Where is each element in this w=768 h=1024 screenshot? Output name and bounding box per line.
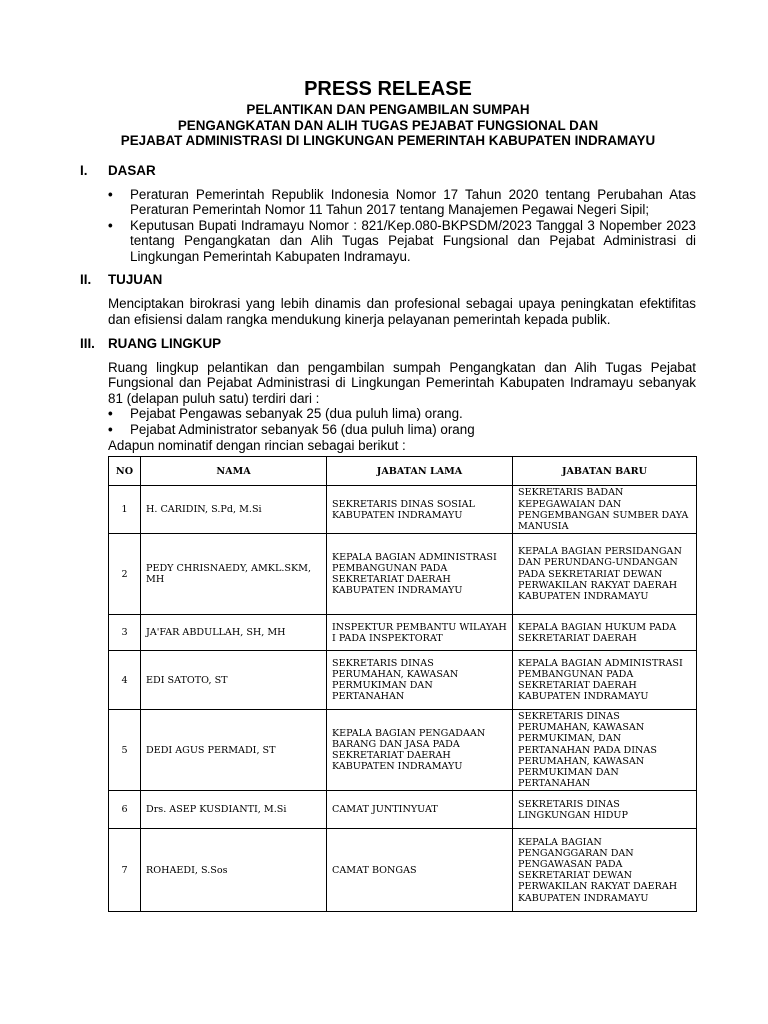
row-jabatan-lama: INSPEKTUR PEMBANTU WILAYAH I PADA INSPEKTORAT xyxy=(327,615,513,651)
list-item xyxy=(108,422,696,438)
bullet-icon: • xyxy=(108,217,113,233)
row-jabatan-lama: KEPALA BAGIAN PENGADAAN BARANG DAN JASA PADA SEKRETARIAT DAERAH KABUPATEN INDRAMAYU xyxy=(327,710,513,791)
dasar-bullet-list xyxy=(108,187,696,265)
section-tujuan-body: Menciptakan birokrasi yang lebih dinamis dan profesional sebagai upaya peningkatan efektifitas dan efisiensi dalam rangka mendukung kinerja pelayanan pemerintah kepada publik. xyxy=(108,296,696,328)
section-tujuan-heading xyxy=(80,272,696,288)
table-header-row xyxy=(109,457,697,486)
row-nama: Drs. ASEP KUSDIANTI, M.Si xyxy=(141,791,327,829)
row-nama: DEDI AGUS PERMADI, ST xyxy=(141,710,327,791)
row-jabatan-baru: SEKRETARIS DINAS LINGKUNGAN HIDUP xyxy=(513,791,697,829)
row-jabatan-baru: KEPALA BAGIAN HUKUM PADA SEKRETARIAT DAERAH xyxy=(513,615,697,651)
section-dasar-body xyxy=(108,187,696,265)
section-number: II. xyxy=(80,272,92,288)
bullet-icon: • xyxy=(108,186,113,202)
row-jabatan-lama: KEPALA BAGIAN ADMINISTRASI PEMBANGUNAN PADA SEKRETARIAT DAERAH KABUPATEN INDRAMAYU xyxy=(327,534,513,615)
row-jabatan-baru: KEPALA BAGIAN ADMINISTRASI PEMBANGUNAN PADA SEKRETARIAT DAERAH KABUPATEN INDRAMAYU xyxy=(513,651,697,710)
row-number: 7 xyxy=(109,829,141,912)
column-header-jabatan-baru: JABATAN BARU xyxy=(513,457,697,486)
list-item xyxy=(108,187,696,218)
column-header-nama: NAMA xyxy=(141,457,327,486)
row-number: 3 xyxy=(109,615,141,651)
list-item-text: Keputusan Bupati Indramayu Nomor : 821/Kep.080-BKPSDM/2023 Tanggal 3 Nopember 2023 tentang Pengangkatan dan Alih Tugas Pejabat Fungsional dan Pejabat Administrasi di Lingkungan Pemerintah Kabupaten Indramayu. xyxy=(130,217,696,264)
table-row xyxy=(109,791,697,829)
section-title: TUJUAN xyxy=(108,272,163,288)
list-item xyxy=(108,218,696,265)
ruang-lingkup-bullet-list xyxy=(80,406,696,437)
column-header-jabatan-lama: JABATAN LAMA xyxy=(327,457,513,486)
press-release-title: PRESS RELEASE xyxy=(304,78,472,100)
list-item-text: Pejabat Pengawas sebanyak 25 (dua puluh lima) orang. xyxy=(130,406,463,422)
row-jabatan-baru: KEPALA BAGIAN PERSIDANGAN DAN PERUNDANG-UNDANGAN PADA SEKRETARIAT DEWAN PERWAKILAN RAKYAT DAERAH KABUPATEN INDRAMAYU xyxy=(513,534,697,615)
row-number: 6 xyxy=(109,791,141,829)
list-item xyxy=(108,406,696,422)
row-jabatan-baru: SEKRETARIS BADAN KEPEGAWAIAN DAN PENGEMBANGAN SUMBER DAYA MANUSIA xyxy=(513,486,697,534)
row-number: 1 xyxy=(109,486,141,534)
section-ruang-lingkup-body xyxy=(108,360,696,454)
row-number: 4 xyxy=(109,651,141,710)
column-header-no: NO xyxy=(109,457,141,486)
table-row xyxy=(109,615,697,651)
table-row xyxy=(109,710,697,791)
section-ruang-lingkup-heading xyxy=(80,336,696,352)
list-item-text: Peraturan Pemerintah Republik Indonesia Nomor 17 Tahun 2020 tentang Perubahan Atas Peraturan Pemerintah Nomor 11 Tahun 2017 tentang Manajemen Pegawai Negeri Sipil; xyxy=(130,186,696,218)
row-jabatan-lama: SEKRETARIS DINAS PERUMAHAN, KAWASAN PERMUKIMAN DAN PERTANAHAN xyxy=(327,651,513,710)
section-number: III. xyxy=(80,335,95,351)
table-row xyxy=(109,829,697,912)
subtitle-line-1: PELANTIKAN DAN PENGAMBILAN SUMPAH xyxy=(246,102,530,117)
subtitle-line-2: PENGANGKATAN DAN ALIH TUGAS PEJABAT FUNGSIONAL DAN xyxy=(177,117,599,133)
row-jabatan-lama: CAMAT BONGAS xyxy=(327,829,513,912)
row-jabatan-lama: SEKRETARIS DINAS SOSIAL KABUPATEN INDRAMAYU xyxy=(327,486,513,534)
row-nama: PEDY CHRISNAEDY, AMKL.SKM, MH xyxy=(141,534,327,615)
table-row xyxy=(109,534,697,615)
row-jabatan-baru: KEPALA BAGIAN PENGANGGARAN DAN PENGAWASAN PADA SEKRETARIAT DEWAN PERWAKILAN RAKYAT DAERAH KABUPATEN INDRAMAYU xyxy=(513,829,697,912)
row-nama: H. CARIDIN, S.Pd, M.Si xyxy=(141,486,327,534)
row-nama: EDI SATOTO, ST xyxy=(141,651,327,710)
ruang-lingkup-outro: Adapun nominatif dengan rincian sebagai berikut : xyxy=(108,437,406,453)
bullet-icon: • xyxy=(108,422,113,438)
row-nama: ROHAEDI, S.Sos xyxy=(141,829,327,912)
table-row xyxy=(109,651,697,710)
row-number: 5 xyxy=(109,710,141,791)
section-dasar-heading xyxy=(80,163,696,179)
section-title: DASAR xyxy=(108,162,156,178)
row-number: 2 xyxy=(109,534,141,615)
section-title: RUANG LINGKUP xyxy=(108,335,222,351)
table-row xyxy=(109,486,697,534)
bullet-icon: • xyxy=(108,406,113,422)
row-nama: JA'FAR ABDULLAH, SH, MH xyxy=(141,615,327,651)
nominatif-table xyxy=(108,456,697,912)
ruang-lingkup-intro: Ruang lingkup pelantikan dan pengambilan sumpah Pengangkatan dan Alih Tugas Pejabat Fungsional dan Pejabat Administrasi di Lingkungan Pemerintah Kabupaten Indramayu sebanyak 81 (delapan puluh satu) terdiri dari : xyxy=(108,359,696,406)
list-item-text: Pejabat Administrator sebanyak 56 (dua puluh lima) orang xyxy=(130,422,475,438)
subtitle-line-3: PEJABAT ADMINISTRASI DI LINGKUNGAN PEMERINTAH KABUPATEN INDRAMAYU xyxy=(120,133,656,148)
section-number: I. xyxy=(80,162,88,178)
row-jabatan-lama: CAMAT JUNTINYUAT xyxy=(327,791,513,829)
row-jabatan-baru: SEKRETARIS DINAS PERUMAHAN, KAWASAN PERMUKIMAN, DAN PERTANAHAN PADA DINAS PERUMAHAN, KAWASAN PERMUKIMAN DAN PERTANAHAN xyxy=(513,710,697,791)
